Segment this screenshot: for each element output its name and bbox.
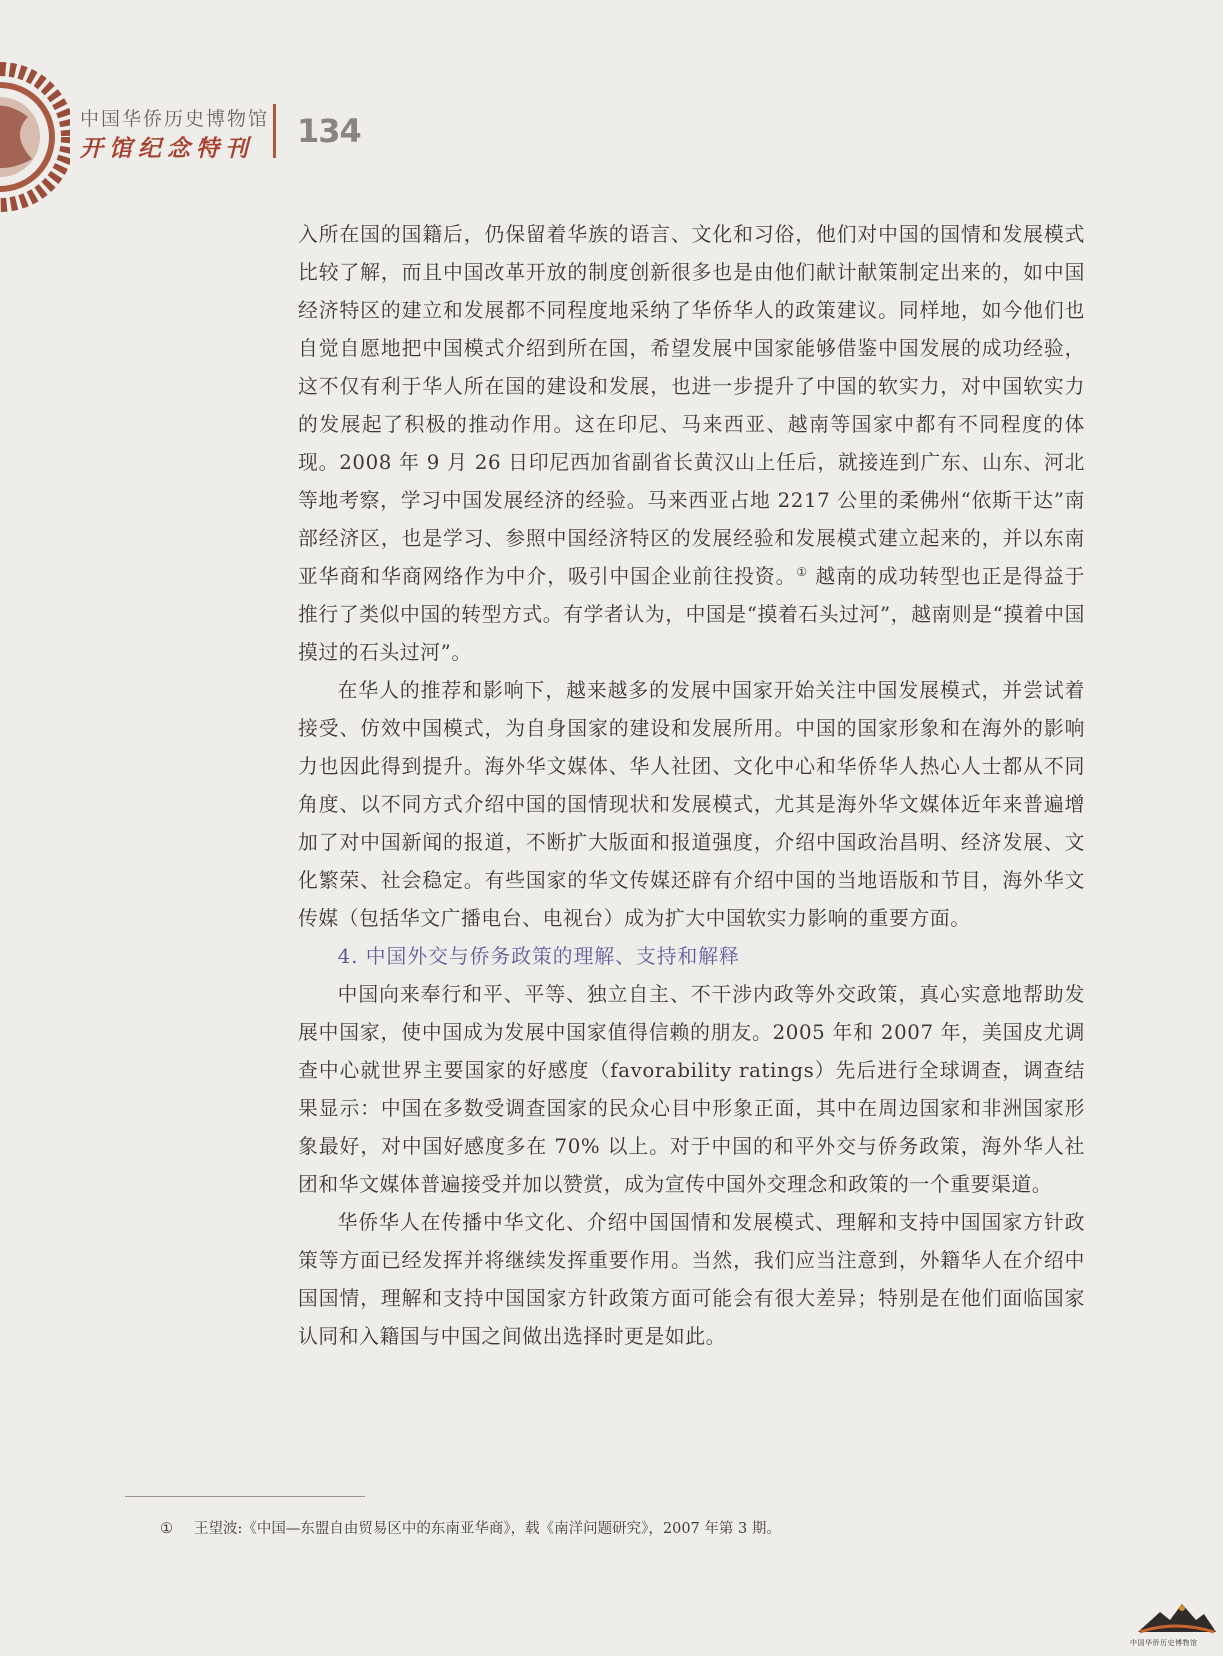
header-divider	[273, 104, 276, 158]
page-number: 134	[297, 112, 361, 150]
museum-logo-icon	[1130, 1598, 1220, 1638]
footnote-mark: ①	[160, 1521, 173, 1537]
footnote	[160, 1517, 781, 1538]
article-body	[298, 216, 1085, 1356]
footnote-text: 王望波:《中国—东盟自由贸易区中的东南亚华商》，载《南洋问题研究》，2007 年第 3 期。	[194, 1521, 781, 1537]
paragraph-text: 入所在国的国籍后，仍保留着华族的语言、文化和习俗，他们对中国的国情和发展模式比较了解，而且中国改革开放的制度创新很多也是由他们献计献策制定出来的，如中国经济特区的建立和发展都不同程度地采纳了华侨华人的政策建议。同样地，如今他们也自觉自愿地把中国模式介绍到所在国，希望发展中国家能够借鉴中国发展的成功经验，这不仅有利于华人所在国的建设和发展，也进一步提升了中国的软实力，对中国软实力的发展起了积极的推动作用。这在印尼、马来西亚、越南等国家中都有不同程度的体现。2008 年 9 月 26 日印尼西加省副省长黄汉山上任后，就接连到广东、山东、河北等地考察，学习中国发展经济的经验。马来西亚占地 2217 公里的柔佛州“依斯干达”南部经济区，也是学习、参照中国经济特区的发展经验和发展模式建立起来的，并以东南亚华商和华商网络作为中介，吸引中国企业前往投资。	[298, 223, 1085, 588]
footnote-reference[interactable]: ①	[796, 565, 809, 579]
publication-title: 开馆纪念特刊	[80, 135, 254, 162]
paragraph	[298, 216, 1085, 672]
paragraph: 华侨华人在传播中华文化、介绍中国国情和发展模式、理解和支持中国国家方针政策等方面已经发挥并将继续发挥重要作用。当然，我们应当注意到，外籍华人在介绍中国国情，理解和支持中国国家方针政策方面可能会有很大差异；特别是在他们面临国家认同和入籍国与中国之间做出选择时更是如此。	[298, 1211, 1085, 1348]
museum-logo	[1130, 1598, 1220, 1654]
logo-text: 中国华侨历史博物馆	[1130, 1639, 1198, 1647]
footnote-divider	[125, 1496, 365, 1497]
dragon-medallion-icon	[0, 55, 70, 220]
paragraph: 中国向来奉行和平、平等、独立自主、不干涉内政等外交政策，真心实意地帮助发展中国家，使中国成为发展中国家值得信赖的朋友。2005 年和 2007 年，美国皮尤调查中心就世界主要国家的好感度（favorability ratings）先后进行全球调查，调查结果显示：中国在多数受调查国家的民众心目中形象正面，其中在周边国家和非洲国家形象最好，对中国好感度多在 70% 以上。对于中国的和平外交与侨务政策，海外华人社团和华文媒体普遍接受并加以赞赏，成为宣传中国外交理念和政策的一个重要渠道。	[298, 983, 1085, 1196]
museum-name: 中国华侨历史博物馆	[80, 108, 270, 130]
paragraph: 在华人的推荐和影响下，越来越多的发展中国家开始关注中国发展模式，并尝试着接受、仿效中国模式，为自身国家的建设和发展所用。中国的国家形象和在海外的影响力也因此得到提升。海外华文媒体、华人社团、文化中心和华侨华人热心人士都从不同角度、以不同方式介绍中国的国情现状和发展模式，尤其是海外华文媒体近年来普遍增加了对中国新闻的报道，不断扩大版面和报道强度，介绍中国政治昌明、经济发展、文化繁荣、社会稳定。有些国家的华文传媒还辟有介绍中国的当地语版和节目，海外华文传媒（包括华文广播电台、电视台）成为扩大中国软实力影响的重要方面。	[298, 679, 1085, 930]
section-heading: 4. 中国外交与侨务政策的理解、支持和解释	[337, 945, 740, 968]
paragraph-text: 越南的成功转型也正是得益于推行了类似中国的转型方式。有学者认为，中国是“摸着石头过河”，越南则是“摸着中国摸过的石头过河”。	[298, 565, 1085, 664]
